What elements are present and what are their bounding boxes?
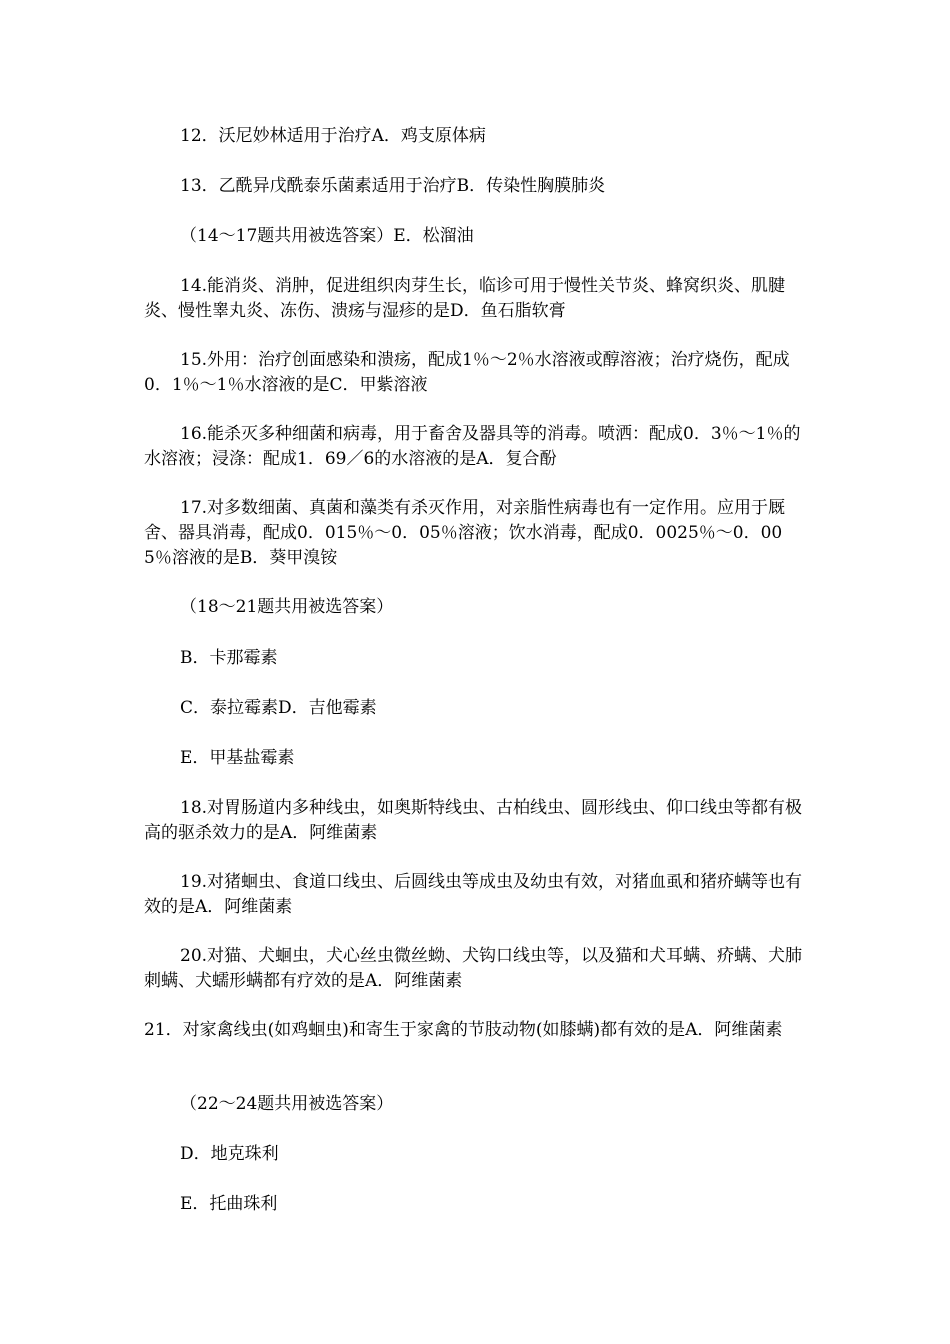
group-header-14-17: （14～17题共用被选答案）E．松溜油 [180, 226, 474, 246]
question-17: 17.对多数细菌、真菌和藻类有杀灭作用，对亲脂性病毒也有一定作用。应用于厩舍、器具消毒，配成0．015％～0．05％溶液；饮水消毒，配成0．0025％～0．005％溶液的是B．葵甲溴铵 [144, 498, 786, 568]
question-16: 16.能杀灭多种细菌和病毒，用于畜舍及器具等的消毒。喷洒：配成0．3％～1％的水溶液；浸涤：配成1．69／6的水溶液的是A．复合酚 [144, 424, 801, 469]
question-19: 19.对猪蛔虫、食道口线虫、后圆线虫等成虫及幼虫有效，对猪血虱和猪疥螨等也有效的是A．阿维菌素 [144, 872, 803, 917]
question-15: 15.外用：治疗创面感染和溃疡，配成1％～2％水溶液或醇溶液；治疗烧伤，配成0．1％～1％水溶液的是C．甲紫溶液 [144, 350, 790, 395]
question-20: 20.对猫、犬蛔虫，犬心丝虫微丝蚴、犬钩口线虫等，以及猫和犬耳螨、疥螨、犬肺刺螨、犬蠕形螨都有疗效的是A．阿维菌素 [144, 946, 803, 991]
option-b: B．卡那霉素 [180, 648, 278, 668]
question-14: 14.能消炎、消肿，促进组织肉芽生长，临诊可用于慢性关节炎、蜂窝织炎、肌腱炎、慢性睾丸炎、冻伤、溃疡与湿疹的是D．鱼石脂软膏 [144, 276, 786, 321]
question-18: 18.对胃肠道内多种线虫，如奥斯特线虫、古柏线虫、圆形线虫、仰口线虫等都有极高的驱杀效力的是A．阿维菌素 [144, 798, 803, 843]
option-e-2: E．托曲珠利 [180, 1194, 278, 1214]
question-13: 13．乙酰异戊酰泰乐菌素适用于治疗B．传染性胸膜肺炎 [180, 176, 606, 196]
option-c-d: C．泰拉霉素D．吉他霉素 [180, 698, 377, 718]
group-header-18-21: （18～21题共用被选答案） [180, 597, 394, 617]
question-12: 12．沃尼妙林适用于治疗A．鸡支原体病 [180, 126, 486, 146]
question-21: 21．对家禽线虫(如鸡蛔虫)和寄生于家禽的节肢动物(如膝螨)都有效的是A．阿维菌素 [144, 1020, 783, 1040]
option-d: D．地克珠利 [180, 1144, 279, 1164]
group-header-22-24: （22～24题共用被选答案） [180, 1094, 394, 1114]
option-e: E．甲基盐霉素 [180, 748, 295, 768]
